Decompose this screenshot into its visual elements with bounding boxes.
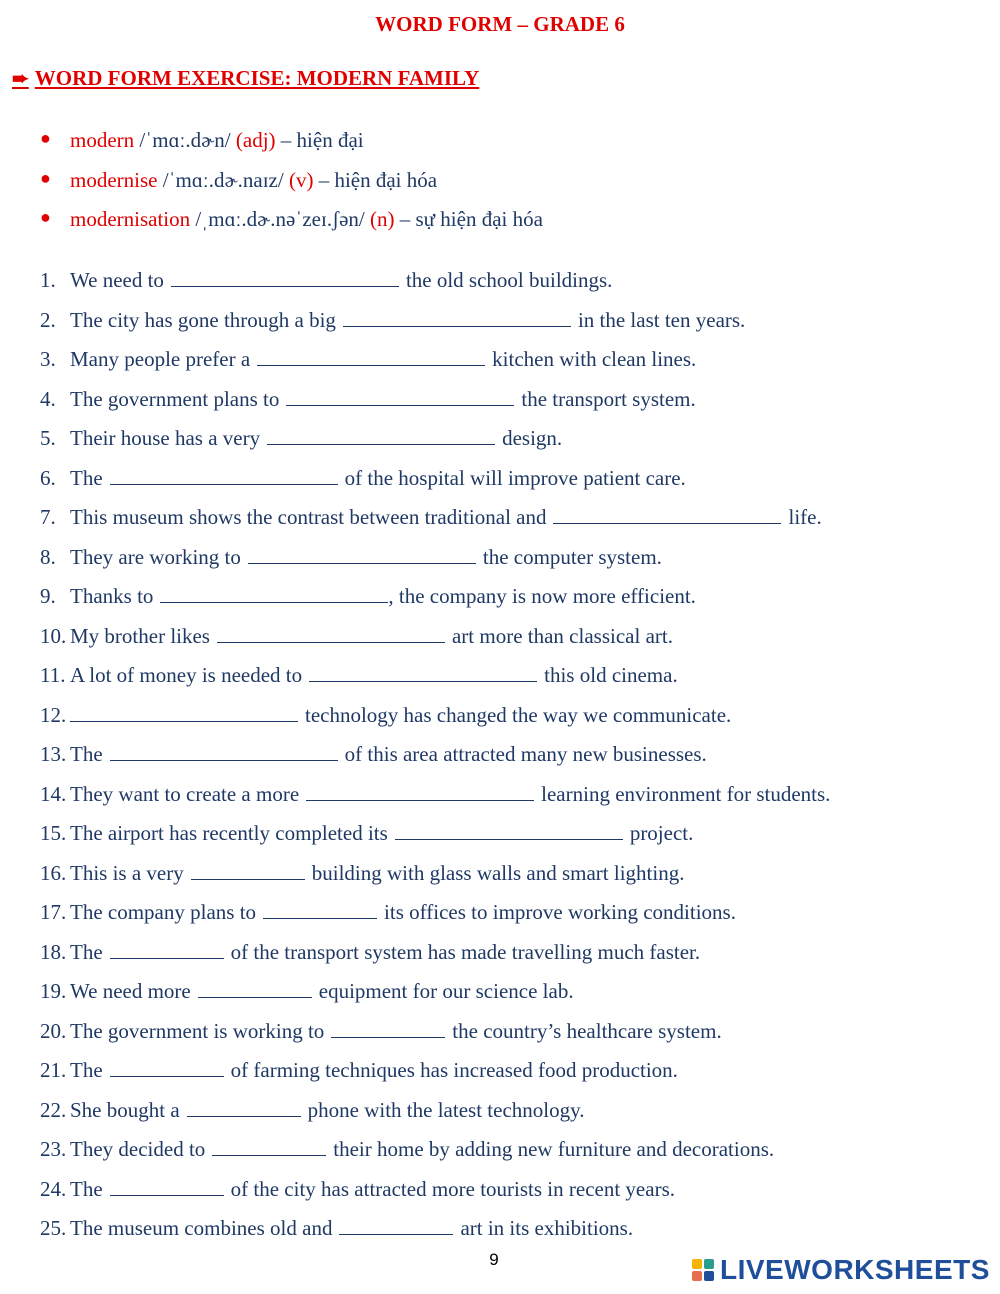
question-row xyxy=(40,821,940,861)
answer-blank[interactable] xyxy=(198,979,312,998)
answer-blank[interactable] xyxy=(339,1216,453,1235)
answer-blank[interactable] xyxy=(331,1019,445,1038)
question-text-after: the computer system. xyxy=(482,544,662,569)
question-text-after: art more than classical art. xyxy=(451,623,673,648)
vocab-word: modernisation xyxy=(70,207,191,231)
question-row xyxy=(40,940,940,980)
arrow-icon: ➨ xyxy=(12,68,29,90)
vocab-item xyxy=(40,128,543,168)
question-text-after: of farming techniques has increased food production. xyxy=(230,1058,678,1082)
vocab-meaning: – hiện đại xyxy=(280,128,364,152)
liveworksheets-logo xyxy=(692,1254,990,1286)
answer-blank[interactable] xyxy=(309,663,537,682)
question-text-before: They decided to xyxy=(70,1137,206,1161)
question-text-after: of the transport system has made travelling much faster. xyxy=(230,939,701,964)
question-text-after: kitchen with clean lines. xyxy=(492,347,697,371)
question-text-after: of the hospital will improve patient care. xyxy=(344,465,686,490)
vocab-meaning: – sự hiện đại hóa xyxy=(399,207,543,231)
question-number: 4. xyxy=(40,386,56,411)
question-text-before: Thanks to xyxy=(70,584,154,608)
question-text-before: We need more xyxy=(70,979,191,1003)
question-text-before: This is a very xyxy=(70,860,184,885)
answer-blank[interactable] xyxy=(191,861,305,880)
exercise-subtitle xyxy=(12,66,479,91)
answer-blank[interactable] xyxy=(171,268,399,287)
question-text-before: The government plans to xyxy=(70,386,280,411)
question-number: 20. xyxy=(40,1018,67,1043)
question-number: 17. xyxy=(40,900,67,924)
question-number: 1. xyxy=(40,268,56,292)
bullet-icon: ● xyxy=(40,167,51,188)
question-number: 25. xyxy=(40,1216,67,1240)
question-row xyxy=(40,663,940,703)
question-row xyxy=(40,900,940,940)
question-row xyxy=(40,545,940,585)
question-row xyxy=(40,1177,940,1217)
question-number: 8. xyxy=(40,544,56,569)
question-text-after: technology has changed the way we communicate. xyxy=(305,702,732,727)
question-row xyxy=(40,268,940,308)
answer-blank[interactable] xyxy=(306,782,534,801)
question-number: 15. xyxy=(40,821,67,845)
question-text-before: Many people prefer a xyxy=(70,347,251,371)
question-text-after: the country’s healthcare system. xyxy=(452,1018,722,1043)
answer-blank[interactable] xyxy=(217,624,445,643)
question-text-before: They want to create a more xyxy=(70,781,300,806)
vocab-word: modernise xyxy=(70,167,158,192)
question-number: 22. xyxy=(40,1097,67,1122)
question-list xyxy=(40,268,940,1256)
question-number: 18. xyxy=(40,939,67,964)
question-text-before: They are working to xyxy=(70,544,241,569)
question-number: 9. xyxy=(40,584,56,608)
vocab-ipa: /ˌmɑː.dɚ.nəˈzeɪ.ʃən/ xyxy=(195,207,365,231)
page-number: 9 xyxy=(489,1250,499,1269)
question-text-before: This museum shows the contrast between traditional and xyxy=(70,505,547,529)
question-text-before: The airport has recently completed its xyxy=(70,821,388,845)
question-text-after: project. xyxy=(629,821,694,845)
vocab-ipa: /ˈmɑː.dɚ.naɪz/ xyxy=(162,167,284,192)
vocab-item xyxy=(40,168,543,208)
answer-blank[interactable] xyxy=(343,308,571,327)
question-row xyxy=(40,979,940,1019)
question-text-after: art in its exhibitions. xyxy=(460,1216,634,1240)
question-text-after: of this area attracted many new businesses. xyxy=(344,742,707,766)
question-number: 19. xyxy=(40,979,67,1003)
question-number: 21. xyxy=(40,1058,67,1082)
question-text-after: their home by adding new furniture and decorations. xyxy=(333,1137,775,1161)
answer-blank[interactable] xyxy=(110,1058,224,1077)
answer-blank[interactable] xyxy=(248,545,476,564)
question-number: 10. xyxy=(40,623,67,648)
question-text-before: The company plans to xyxy=(70,900,257,924)
question-row xyxy=(40,1137,940,1177)
answer-blank[interactable] xyxy=(263,900,377,919)
question-number: 3. xyxy=(40,347,56,371)
vocab-meaning: – hiện đại hóa xyxy=(318,167,438,192)
answer-blank[interactable] xyxy=(110,466,338,485)
question-number: 13. xyxy=(40,742,67,766)
question-row xyxy=(40,466,940,506)
question-text-after: phone with the latest technology. xyxy=(307,1097,585,1122)
question-text-after: of the city has attracted more tourists in recent years. xyxy=(230,1176,675,1201)
question-text-after: design. xyxy=(502,426,563,450)
question-number: 7. xyxy=(40,505,56,529)
answer-blank[interactable] xyxy=(110,1177,224,1196)
question-text-before: The government is working to xyxy=(70,1018,325,1043)
answer-blank[interactable] xyxy=(212,1137,326,1156)
question-row xyxy=(40,1098,940,1138)
question-text-after: learning environment for students. xyxy=(541,781,831,806)
question-row xyxy=(40,861,940,901)
answer-blank[interactable] xyxy=(110,940,224,959)
question-row xyxy=(40,1019,940,1059)
question-number: 23. xyxy=(40,1137,67,1161)
answer-blank[interactable] xyxy=(70,703,298,722)
question-text-before: The xyxy=(70,742,103,766)
answer-blank[interactable] xyxy=(257,347,485,366)
question-row xyxy=(40,387,940,427)
subtitle-text: WORD FORM EXERCISE: MODERN FAMILY xyxy=(34,66,480,90)
question-number: 2. xyxy=(40,307,56,332)
question-number: 12. xyxy=(40,702,67,727)
question-row xyxy=(40,703,940,743)
question-text-before: Their house has a very xyxy=(70,426,261,450)
question-number: 6. xyxy=(40,465,56,490)
vocabulary-list xyxy=(40,128,543,247)
question-row xyxy=(40,308,940,348)
answer-blank[interactable] xyxy=(553,505,781,524)
question-text-after: equipment for our science lab. xyxy=(318,979,574,1003)
vocab-word: modern xyxy=(70,128,135,152)
question-row xyxy=(40,584,940,624)
question-text-before: The museum combines old and xyxy=(70,1216,333,1240)
question-text-after: its offices to improve working conditions. xyxy=(384,900,736,924)
question-row xyxy=(40,347,940,387)
vocab-pos: (adj) xyxy=(235,128,276,152)
answer-blank[interactable] xyxy=(187,1098,301,1117)
bullet-icon: ● xyxy=(40,128,51,148)
question-text-after: life. xyxy=(788,505,822,529)
question-text-before: We need to xyxy=(70,268,164,292)
question-text-after: this old cinema. xyxy=(544,663,678,687)
page-title: WORD FORM – GRADE 6 xyxy=(375,12,625,36)
vocab-pos: (n) xyxy=(370,207,395,231)
question-text-before: She bought a xyxy=(70,1097,180,1122)
question-text-before: A lot of money is needed to xyxy=(70,663,303,687)
answer-blank[interactable] xyxy=(267,426,495,445)
question-text-before: The xyxy=(70,939,103,964)
question-number: 16. xyxy=(40,860,67,885)
question-text-after: , the company is now more efficient. xyxy=(388,584,696,608)
question-text-after: in the last ten years. xyxy=(577,307,746,332)
question-text-after: building with glass walls and smart lighting. xyxy=(311,860,685,885)
vocab-item xyxy=(40,207,543,247)
question-number: 11. xyxy=(40,663,66,687)
question-text-after: the old school buildings. xyxy=(405,268,613,292)
question-row xyxy=(40,782,940,822)
question-text-before: The xyxy=(70,465,103,490)
question-row xyxy=(40,742,940,782)
answer-blank[interactable] xyxy=(286,387,514,406)
question-number: 24. xyxy=(40,1176,67,1201)
question-row xyxy=(40,426,940,466)
question-text-before: My brother likes xyxy=(70,623,210,648)
question-text-before: The xyxy=(70,1176,103,1201)
logo-text: LIVEWORKSHEETS xyxy=(720,1254,990,1285)
logo-icon xyxy=(692,1259,714,1281)
answer-blank[interactable] xyxy=(395,821,623,840)
question-text-after: the transport system. xyxy=(521,386,696,411)
question-text-before: The city has gone through a big xyxy=(70,307,336,332)
answer-blank[interactable] xyxy=(160,584,388,603)
question-row xyxy=(40,1058,940,1098)
vocab-ipa: /ˈmɑː.dɚn/ xyxy=(139,128,231,152)
question-row xyxy=(40,624,940,664)
question-row xyxy=(40,505,940,545)
vocab-pos: (v) xyxy=(288,167,314,192)
bullet-icon: ● xyxy=(40,207,51,227)
question-number: 14. xyxy=(40,781,67,806)
question-text-before: The xyxy=(70,1058,103,1082)
question-number: 5. xyxy=(40,426,56,450)
answer-blank[interactable] xyxy=(110,742,338,761)
